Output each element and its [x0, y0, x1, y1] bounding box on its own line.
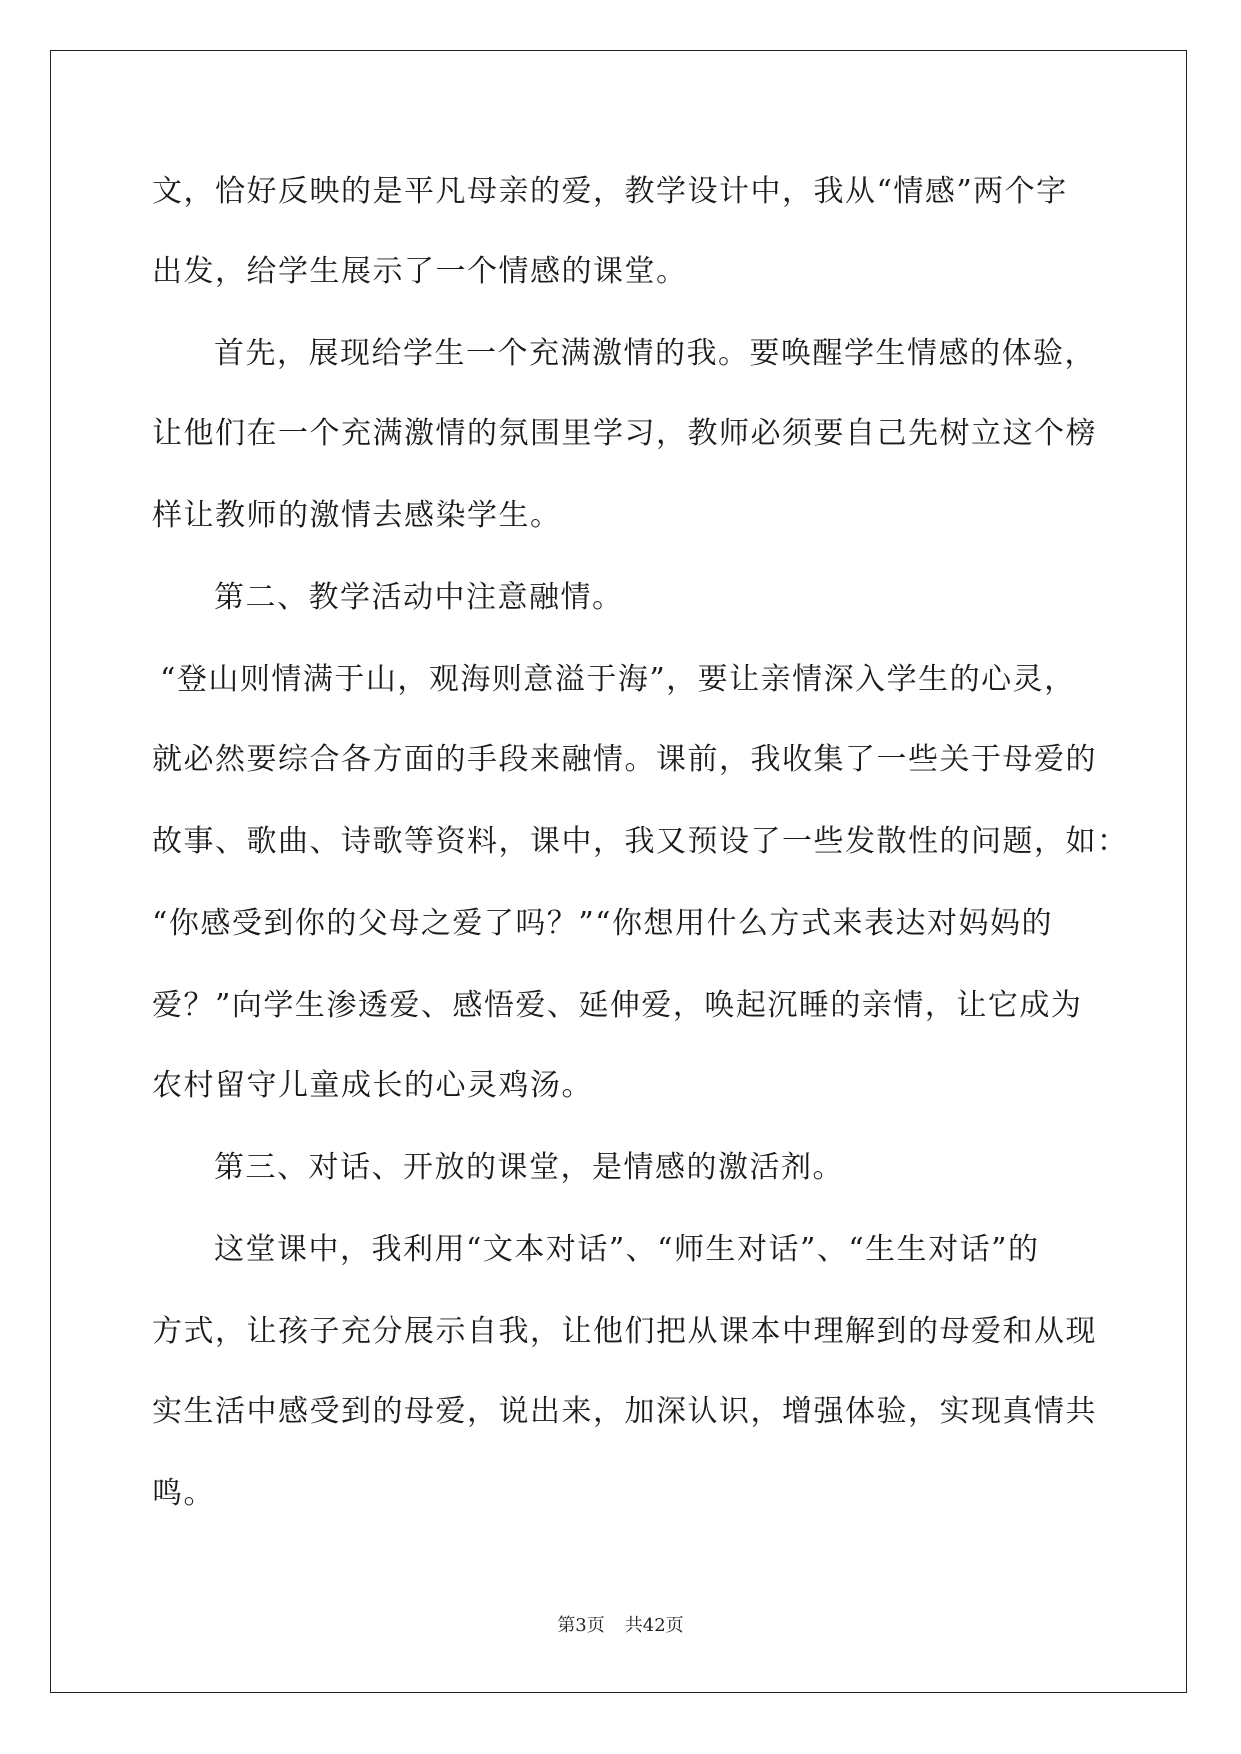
- section-heading: 第二、教学活动中注意融情。: [214, 580, 624, 615]
- text-line: 故事、歌曲、诗歌等资料，课中，我又预设了一些发散性的问题，如：: [152, 824, 1129, 859]
- text-line: 方式，让孩子充分展示自我，让他们把从课本中理解到的母爱和从现: [152, 1314, 1097, 1349]
- text-line: 样让教师的激情去感染学生。: [152, 498, 562, 533]
- text-line: “你感受到你的父母之爱了吗？”“你想用什么方式来表达对妈妈的: [152, 906, 1054, 941]
- text-line: 就必然要综合各方面的手段来融情。课前，我收集了一些关于母爱的: [152, 742, 1097, 777]
- section-heading: 第三、对话、开放的课堂，是情感的激活剂。: [214, 1150, 844, 1185]
- text-line: 爱？”向学生渗透爱、感悟爱、延伸爱，唤起沉睡的亲情，让它成为: [152, 988, 1083, 1023]
- page-total: 共42页: [624, 1615, 684, 1636]
- page-border: [50, 50, 1187, 1693]
- text-line: 农村留守儿童成长的心灵鸡汤。: [152, 1068, 593, 1103]
- text-line: 文，恰好反映的是平凡母亲的爱，教学设计中，我从“情感”两个字: [152, 174, 1068, 209]
- paragraph-start: 首先，展现给学生一个充满激情的我。要唤醒学生情感的体验，: [214, 336, 1096, 371]
- text-line: 让他们在一个充满激情的氛围里学习，教师必须要自己先树立这个榜: [152, 416, 1097, 451]
- page-number: 第3页: [557, 1615, 605, 1636]
- page-footer: [0, 1614, 1241, 1638]
- paragraph-start: “登山则情满于山，观海则意溢于海”，要让亲情深入学生的心灵，: [160, 662, 1076, 697]
- text-line: 出发，给学生展示了一个情感的课堂。: [152, 254, 688, 289]
- text-line: 鸣。: [152, 1476, 215, 1511]
- paragraph-start: 这堂课中，我利用“文本对话”、“师生对话”、“生生对话”的: [214, 1232, 1040, 1267]
- text-line: 实生活中感受到的母爱，说出来，加深认识，增强体验，实现真情共: [152, 1394, 1097, 1429]
